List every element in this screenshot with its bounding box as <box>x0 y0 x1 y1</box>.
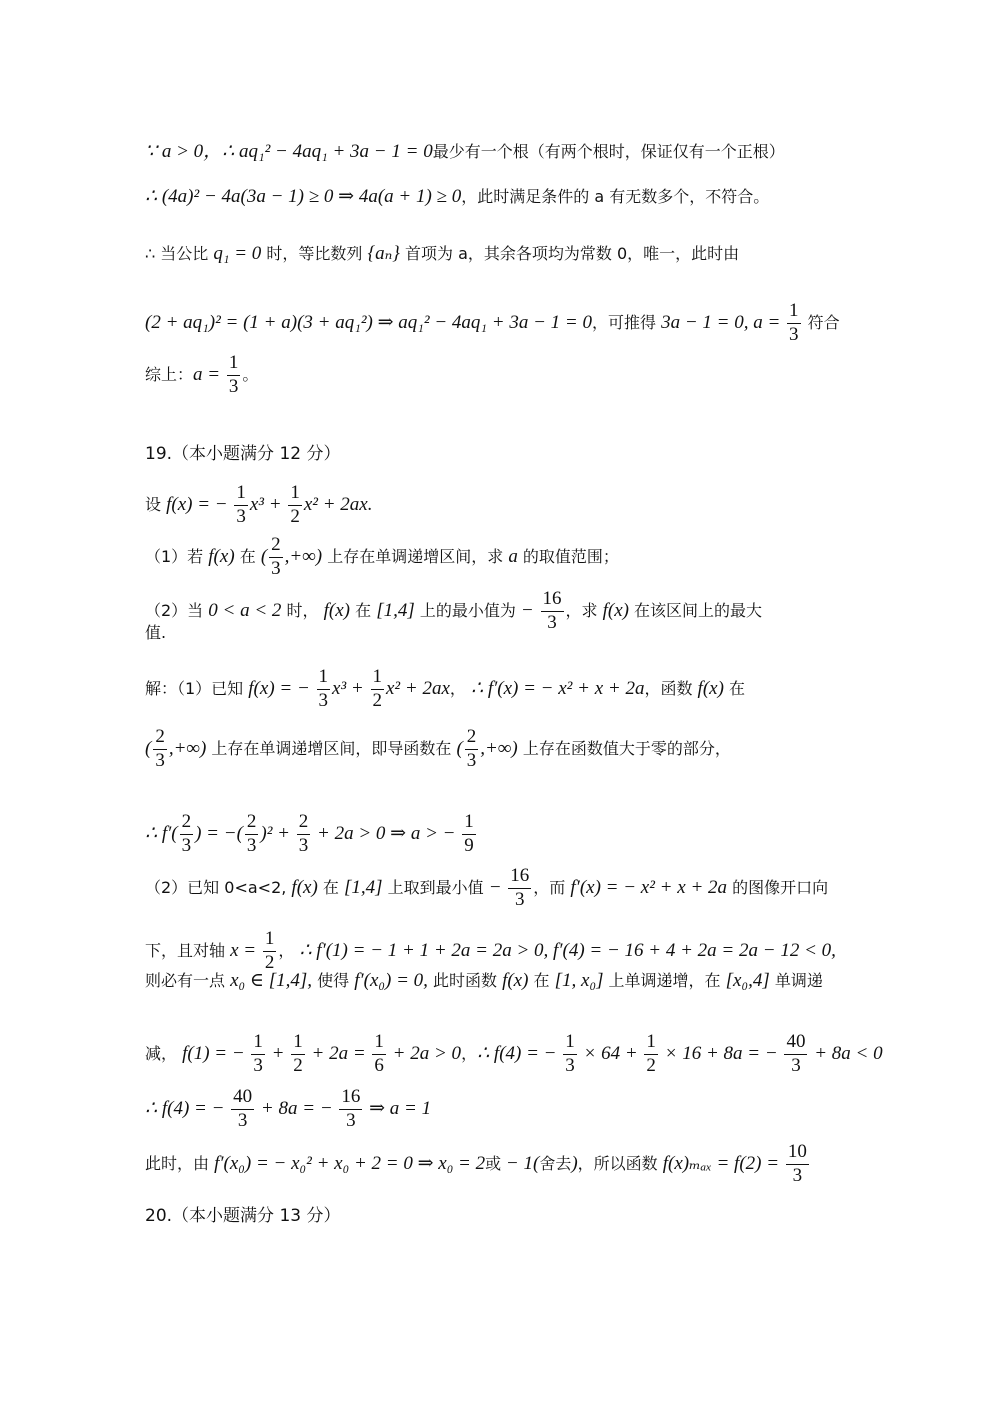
problem-heading: 20.（本小题满分 13 分） <box>145 1206 341 1226</box>
text-segment: 。 <box>242 364 259 384</box>
text-segment: ，此时满足条件的 a 有无数多个，不符合。 <box>461 187 770 206</box>
fraction-numerator: 2 <box>245 812 259 835</box>
fraction-denominator: 6 <box>374 1054 384 1076</box>
text-segment: 或 <box>485 1153 502 1173</box>
text-segment: 解：（1）已知 <box>145 678 249 698</box>
fraction-numerator: 1 <box>372 1032 386 1055</box>
math-expression: × 16 + 8a = − <box>659 1042 783 1064</box>
math-expression: ∴ f(4) = − <box>477 1042 562 1064</box>
text-segment: ，可推得 <box>591 312 662 332</box>
math-expression: + 8a < 0 <box>809 1042 883 1064</box>
fraction <box>786 1142 809 1187</box>
text-segment: 下，且对轴 <box>145 940 231 960</box>
math-expression: )² + <box>260 822 295 844</box>
fraction-denominator: 3 <box>466 749 477 771</box>
fraction-denominator: 3 <box>565 1054 575 1076</box>
fraction-numerator: 40 <box>784 1032 807 1055</box>
fraction-denominator: 2 <box>293 1054 303 1076</box>
fraction <box>291 1032 305 1077</box>
fraction-numerator: 2 <box>465 727 479 750</box>
fraction <box>462 812 476 857</box>
fraction-numerator: 40 <box>231 1087 254 1110</box>
fraction <box>297 812 311 857</box>
math-expression: x = <box>230 939 261 961</box>
fraction <box>245 812 259 857</box>
math-expression: − 1( <box>501 1152 540 1174</box>
fraction-numerator: 1 <box>644 1032 658 1055</box>
fraction <box>231 1087 254 1132</box>
text-line <box>145 446 340 463</box>
math-expression: x³ + <box>249 493 287 515</box>
fraction-denominator: 3 <box>346 1109 356 1131</box>
fraction-denominator: 3 <box>547 611 557 633</box>
math-expression: (2 + aq₁)² = (1 + a)(3 + aq₁²) ⇒ aq₁² − 4aq₁ + 3a − 1 = 0 <box>145 311 592 333</box>
fraction-denominator: 3 <box>237 1109 248 1131</box>
text-line <box>145 1032 883 1077</box>
math-expression: f(1) = − <box>182 1042 250 1064</box>
math-expression: ∴ f′( <box>145 822 178 844</box>
math-expression: ( <box>456 737 463 759</box>
math-expression: ) <box>571 1152 578 1174</box>
fraction <box>784 1032 807 1077</box>
math-expression: [1,4] <box>376 599 415 621</box>
math-expression: 0 < a < 2 <box>208 599 282 621</box>
text-line <box>145 589 762 634</box>
text-line <box>145 301 840 346</box>
text-segment: 的图像开口向 <box>727 877 829 897</box>
fraction-numerator: 2 <box>297 812 311 835</box>
text-line <box>145 1087 431 1132</box>
text-segment: 时，等比数列 <box>261 244 368 263</box>
text-segment: ∴ 当公比 <box>145 244 214 263</box>
fraction-denominator: 3 <box>515 888 525 910</box>
math-expression: + 8a = − <box>256 1097 338 1119</box>
fraction <box>372 1032 386 1077</box>
fraction <box>153 727 167 772</box>
text-segment: 上取到最小值 <box>382 877 489 897</box>
text-segment: 上存在函数值大于零的部分， <box>517 738 731 758</box>
fraction <box>234 483 248 528</box>
text-segment: 单调递 <box>769 971 823 990</box>
fraction-denominator: 3 <box>236 505 246 527</box>
text-line <box>145 667 745 712</box>
fraction-denominator: 3 <box>792 1164 803 1186</box>
text-segment: ，而 <box>533 877 571 897</box>
text-segment: （1）若 <box>145 546 209 566</box>
math-expression: f(x) <box>291 876 318 898</box>
fraction <box>465 727 479 772</box>
text-segment: 在 <box>528 971 555 990</box>
fraction <box>371 667 385 712</box>
fraction-numerator: 1 <box>371 667 385 690</box>
text-segment: 综上： <box>145 364 194 384</box>
fraction <box>339 1087 362 1132</box>
text-line <box>145 866 828 911</box>
fraction <box>227 353 241 398</box>
fraction-denominator: 2 <box>264 951 275 973</box>
math-expression: ∴ f′(1) = − 1 + 1 + 2a = 2a > 0, f′(4) = − 16 + 4 + 2a = 2a − 12 < 0, <box>299 939 836 961</box>
math-expression: − <box>488 876 507 898</box>
math-expression: ,+∞) <box>480 737 518 759</box>
math-expression: f(x) <box>323 599 350 621</box>
math-expression: [1,4] <box>343 876 383 898</box>
text-segment: 在 <box>317 877 344 897</box>
fraction <box>180 812 194 857</box>
text-segment: 在 <box>723 678 746 698</box>
text-segment: 使得 <box>312 971 355 990</box>
text-segment: ，函数 <box>644 678 698 698</box>
text-line <box>145 625 166 642</box>
text-segment: 减， <box>145 1043 183 1063</box>
text-segment: 的取值范围； <box>517 546 619 566</box>
math-expression: ∴ f′(x) = − x² + x + 2a <box>470 677 645 699</box>
fraction-denominator: 2 <box>290 505 300 527</box>
math-expression: [1, x₀] <box>554 970 604 991</box>
math-expression: + 2a = <box>306 1042 371 1064</box>
math-expression: ∵ a > 0，∴ aq₁² − 4aq₁ + 3a − 1 = 0 <box>145 141 433 162</box>
text-segment: 上存在单调递增区间，求 <box>322 546 509 566</box>
fraction <box>251 1032 265 1077</box>
text-segment: ， <box>461 1043 478 1063</box>
math-expression: ∴ f(4) = − <box>145 1097 230 1119</box>
fraction-numerator: 1 <box>787 301 801 324</box>
text-line <box>145 535 619 580</box>
math-expression: f(x) <box>502 970 529 991</box>
text-line <box>145 187 769 206</box>
text-segment: 首项为 a，其余各项均为常数 0，唯一，此时由 <box>399 244 740 263</box>
text-segment: 时， <box>281 600 324 620</box>
text-line <box>145 353 258 398</box>
text-segment: 最少有一个根（有两个根时，保证仅有一个正根） <box>432 142 785 161</box>
math-expression: ) = −( <box>195 822 243 844</box>
fraction-denominator: 3 <box>181 834 192 856</box>
math-expression: ,+∞) <box>168 737 207 759</box>
fraction <box>644 1032 658 1077</box>
math-expression: f(x) <box>208 545 235 567</box>
fraction-numerator: 1 <box>462 812 476 835</box>
text-segment: （2）已知 0<a<2, <box>145 877 292 897</box>
math-expression: f′(x) = − x² + x + 2a <box>570 876 728 898</box>
fraction-denominator: 3 <box>228 375 239 397</box>
text-segment: 此时函数 <box>427 971 503 990</box>
text-line <box>145 1208 340 1225</box>
math-expression: ⇒ a = 1 <box>364 1097 432 1119</box>
fraction-numerator: 16 <box>541 589 564 612</box>
fraction-denominator: 3 <box>298 834 309 856</box>
fraction-numerator: 1 <box>251 1032 265 1055</box>
fraction <box>288 483 302 528</box>
text-segment: 则必有一点 <box>145 971 231 990</box>
fraction-denominator: 3 <box>318 689 329 711</box>
text-segment: （2）当 <box>145 600 209 620</box>
fraction <box>563 1032 577 1077</box>
text-segment: 设 <box>145 494 167 514</box>
fraction <box>317 667 331 712</box>
math-expression: f′(x₀) = 0, <box>354 970 428 991</box>
math-expression: ,+∞) <box>284 545 323 567</box>
math-expression: f(x)ₘₐₓ = f(2) = <box>662 1152 784 1174</box>
text-segment: 在 <box>234 546 261 566</box>
math-expression: ( <box>260 545 268 567</box>
fraction-numerator: 1 <box>563 1032 577 1055</box>
fraction-denominator: 2 <box>646 1054 656 1076</box>
math-expression: ∴ (4a)² − 4a(3a − 1) ≥ 0 ⇒ 4a(a + 1) ≥ 0 <box>145 186 462 207</box>
math-expression: {aₙ} <box>367 243 400 264</box>
text-line <box>145 727 731 772</box>
fraction <box>787 301 801 346</box>
text-segment: 上单调递增，在 <box>603 971 726 990</box>
text-segment: ，求 <box>565 600 603 620</box>
fraction-numerator: 1 <box>263 929 277 952</box>
text-line <box>145 812 478 857</box>
fraction <box>508 866 531 911</box>
fraction-denominator: 9 <box>464 834 474 856</box>
fraction-denominator: 3 <box>791 1054 801 1076</box>
fraction-denominator: 3 <box>155 749 165 771</box>
math-expression: f(x) <box>602 599 629 621</box>
math-expression: f(x) = − <box>248 677 315 699</box>
math-expression: 3a − 1 = 0, a = <box>661 311 786 333</box>
fraction-numerator: 10 <box>786 1142 809 1165</box>
text-line <box>145 142 785 161</box>
text-segment: 符合 <box>802 312 840 332</box>
fraction-numerator: 1 <box>288 483 302 506</box>
fraction-numerator: 1 <box>234 483 248 506</box>
math-expression: x³ + <box>332 677 369 699</box>
fraction-numerator: 16 <box>339 1087 362 1110</box>
fraction <box>269 535 283 580</box>
text-line <box>145 483 372 528</box>
math-expression: × 64 + <box>578 1042 643 1064</box>
text-segment: ，所以函数 <box>577 1153 663 1173</box>
text-segment: 上的最小值为 <box>414 600 521 620</box>
math-expression: ( <box>145 737 152 759</box>
text-line <box>145 1142 811 1187</box>
text-segment: ， <box>449 678 471 698</box>
math-expression: q₁ = 0 <box>213 243 262 264</box>
text-segment: ， <box>278 940 300 960</box>
math-expression: f(x) <box>697 677 724 699</box>
math-expression: + <box>266 1042 290 1064</box>
math-expression: x² + 2ax <box>386 677 450 699</box>
math-expression: a = <box>193 363 225 385</box>
text-segment: 在该区间上的最大 <box>628 600 763 620</box>
text-segment: 此时，由 <box>145 1153 215 1173</box>
fraction-numerator: 1 <box>317 667 331 690</box>
math-expression: [x₀,4] <box>725 970 770 991</box>
math-expression: f(x) = − <box>166 493 233 515</box>
fraction-numerator: 2 <box>153 727 167 750</box>
text-segment: 舍去 <box>539 1153 572 1173</box>
fraction <box>541 589 564 634</box>
fraction-numerator: 1 <box>291 1032 305 1055</box>
fraction-numerator: 1 <box>227 353 241 376</box>
fraction-denominator: 3 <box>253 1054 263 1076</box>
fraction-denominator: 3 <box>789 323 799 345</box>
math-expression: x₀ ∈ [1,4], <box>230 970 312 991</box>
fraction-denominator: 3 <box>246 834 257 856</box>
text-segment: 值. <box>145 623 167 642</box>
fraction-denominator: 2 <box>372 689 382 711</box>
math-expression: + 2a > 0 <box>387 1042 462 1064</box>
fraction-numerator: 16 <box>508 866 531 889</box>
text-line <box>145 244 739 263</box>
text-line <box>145 971 823 990</box>
fraction-numerator: 2 <box>180 812 194 835</box>
math-expression: + 2a > 0 ⇒ a > − <box>312 822 461 844</box>
math-expression: − <box>520 599 539 621</box>
text-segment: 上存在单调递增区间，即导函数在 <box>206 738 457 758</box>
fraction-numerator: 2 <box>269 535 283 558</box>
math-expression: a <box>508 545 518 567</box>
text-line <box>145 929 836 974</box>
math-expression: f′(x₀) = − x₀² + x₀ + 2 = 0 ⇒ x₀ = 2 <box>214 1152 486 1174</box>
fraction <box>263 929 277 974</box>
problem-heading: 19.（本小题满分 12 分） <box>145 444 341 464</box>
text-segment: 在 <box>350 600 377 620</box>
fraction-denominator: 3 <box>271 557 281 579</box>
math-expression: x² + 2ax. <box>303 493 373 515</box>
